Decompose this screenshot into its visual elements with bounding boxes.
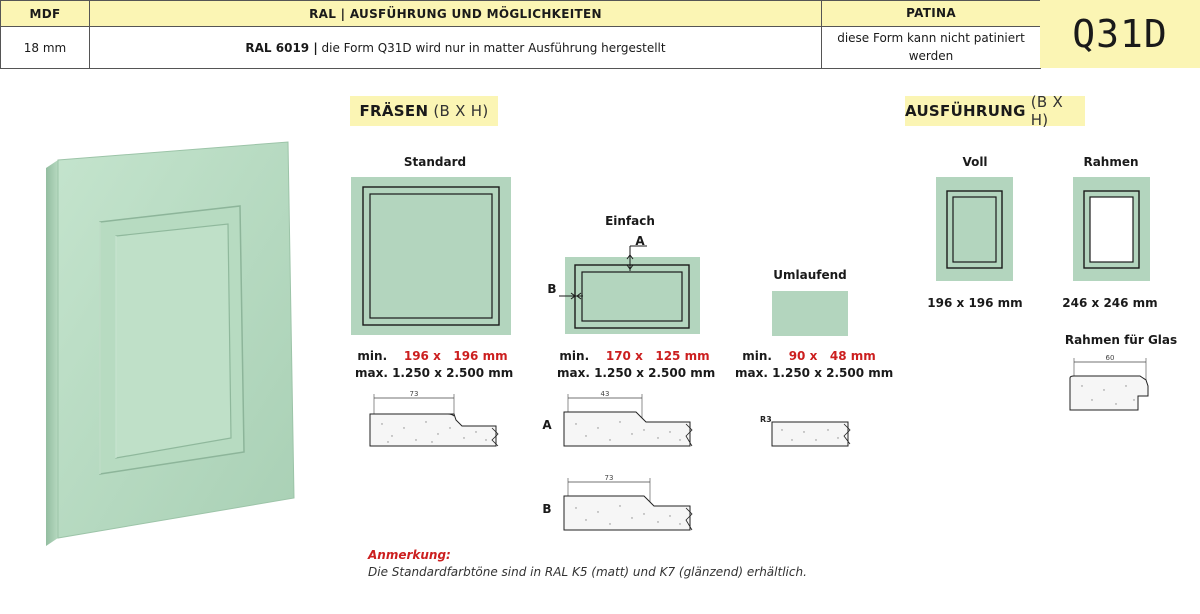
standard-min-h: 196 mm [453, 349, 508, 363]
umlaufend-label: Umlaufend [773, 268, 847, 282]
patina-description [822, 27, 1041, 69]
einfach-profile-a-dim: 43 [600, 390, 610, 398]
standard-label: Standard [403, 155, 467, 169]
umlaufend-max: max. 1.250 x 2.500 mm [735, 366, 894, 381]
note-title: Anmerkung: [368, 548, 451, 562]
einfach-min-w: 170 x [605, 349, 643, 363]
rahmen-label: Rahmen [1083, 155, 1139, 169]
profile-a-label: A [542, 418, 552, 432]
patina-line-2: werden [908, 48, 954, 63]
note-block [368, 547, 807, 582]
voll-frame-lines [936, 177, 1013, 281]
rahmen-glas-profile-dim: 60 [1105, 354, 1115, 362]
umlaufend-min-w: 90 x [788, 349, 818, 363]
einfach-max: max. 1.250 x 2.500 mm [557, 366, 716, 381]
einfach-profile-b-drawing [562, 474, 702, 534]
patina-header: PATINA [822, 1, 1041, 27]
standard-profile-drawing [368, 390, 508, 450]
standard-min-w: 196 x [403, 349, 441, 363]
umlaufend-min-h: 48 mm [829, 349, 876, 363]
umlaufend-dimensions [735, 348, 894, 383]
voll-label: Voll [962, 155, 988, 169]
einfach-label: Einfach [605, 214, 655, 228]
einfach-frame-lines [545, 232, 705, 337]
umlaufend-profile-radius: R3 [760, 415, 772, 424]
umlaufend-profile-drawing [760, 410, 860, 452]
rahmen-glas-label: Rahmen für Glas [1064, 333, 1178, 347]
rahmen-frame-lines [1073, 177, 1150, 281]
umlaufend-preview [772, 291, 848, 336]
einfach-profile-b-dim: 73 [604, 474, 614, 482]
fraesen-dims: (B X H) [433, 102, 489, 120]
ausfuehrung-dims: (B X H) [1030, 93, 1064, 129]
rahmen-min: 246 x 246 mm [1062, 296, 1158, 310]
patina-line-1: diese Form kann nicht patiniert [837, 31, 1025, 46]
profile-b-label: B [542, 502, 552, 516]
door-illustration [38, 138, 308, 548]
fraesen-title [350, 96, 498, 126]
spec-header-table [0, 0, 1041, 69]
ausfuehrung-title [905, 93, 1085, 129]
einfach-marker-b: B [547, 282, 557, 296]
rahmen-glas-profile-drawing [1064, 352, 1168, 414]
model-code: Q31D [1040, 0, 1200, 68]
einfach-min-h: 125 mm [655, 349, 710, 363]
umlaufend-min-label: min. [742, 349, 772, 363]
ral-code: RAL 6019 | [245, 40, 318, 55]
ral-text: die Form Q31D wird nur in matter Ausführung hergestellt [317, 40, 666, 55]
einfach-marker-a: A [635, 234, 645, 248]
standard-frame-lines [351, 177, 511, 335]
material-header: MDF [1, 1, 90, 27]
ral-description [90, 27, 822, 69]
voll-min: 196 x 196 mm [927, 296, 1023, 310]
einfach-min-label: min. [559, 349, 590, 363]
thickness-value: 18 mm [1, 27, 90, 69]
einfach-profile-a-drawing [562, 390, 702, 450]
fraesen-title-text: FRÄSEN [359, 102, 429, 120]
standard-dimensions [355, 348, 514, 383]
einfach-dimensions [557, 348, 716, 383]
standard-max: max. 1.250 x 2.500 mm [355, 366, 514, 381]
standard-min-label: min. [357, 349, 388, 363]
standard-profile-dim: 73 [409, 390, 419, 398]
ral-header: RAL | AUSFÜHRUNG UND MÖGLICHKEITEN [90, 1, 822, 27]
ausfuehrung-title-text: AUSFÜHRUNG [905, 102, 1026, 120]
note-text: Die Standardfarbtöne sind in RAL K5 (matt) und K7 (glänzend) erhältlich. [368, 565, 807, 580]
